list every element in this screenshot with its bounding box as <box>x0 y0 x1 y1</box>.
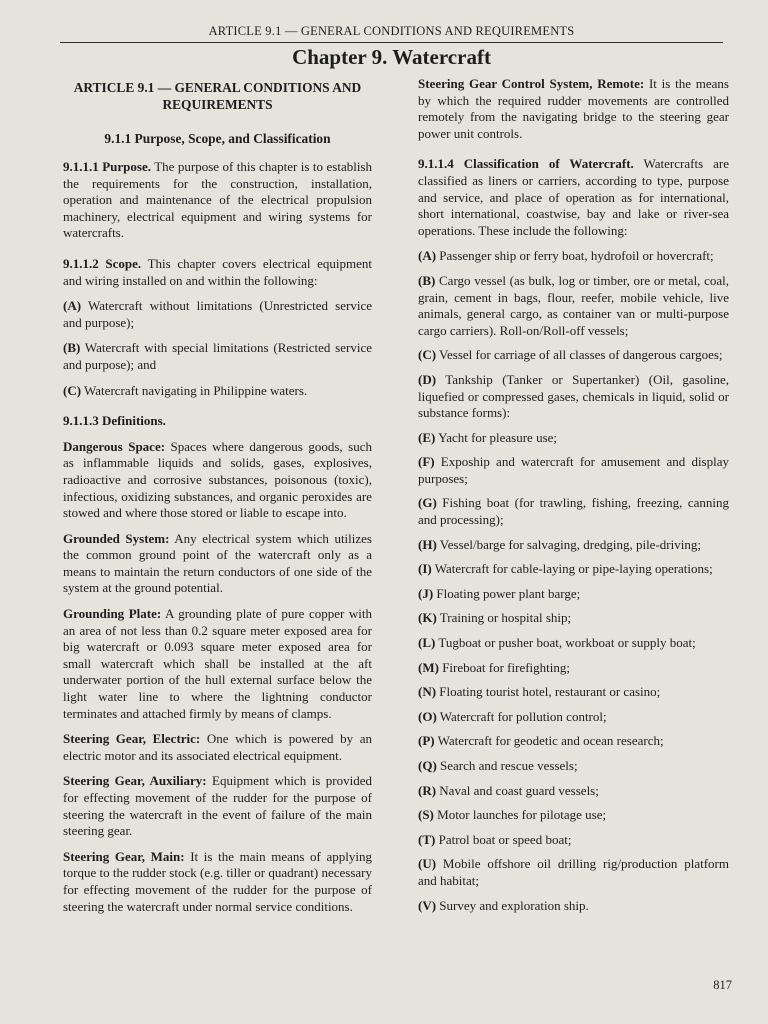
classification-item-text: Motor launches for pilotage use; <box>433 807 607 823</box>
classification-item-text: Survey and exploration ship. <box>436 897 589 913</box>
classification-item-letter: (P) <box>418 733 435 749</box>
definition-term: Grounded System: <box>63 530 170 546</box>
classification-paragraph <box>418 156 729 239</box>
definition-term: Steering Gear, Electric: <box>63 731 201 747</box>
classification-item <box>418 807 729 824</box>
classification-item-letter: (Q) <box>418 758 437 773</box>
scope-paragraph <box>63 256 372 289</box>
classification-item-letter: (H) <box>418 536 437 552</box>
classification-item-letter: (R) <box>418 782 437 798</box>
classification-item-text: Cargo vessel (as bulk, log or timber, ore or metal, coal, grain, cement in bags, flour, reefer, mobile vehicle, live animals, general cargo, as container van or multi-purpose cargo carriers). Roll-on/Roll-off vessels; <box>418 272 729 338</box>
definition-term: Steering Gear Control System, Remote: <box>418 76 645 91</box>
classification-item-letter: (M) <box>418 659 439 675</box>
classification-item <box>418 684 729 701</box>
classification-item-text: Tugboat or pusher boat, workboat or supply boat; <box>435 635 696 651</box>
classification-item-text: Patrol boat or speed boat; <box>435 831 572 847</box>
classification-item <box>418 561 729 578</box>
classification-item-text: Watercraft for cable-laying or pipe-laying operations; <box>431 561 713 577</box>
definition-text: A grounding plate of pure copper with an area of not less than 0.2 square meter exposed area for big watercraft or 0.093 square meter exposed area for small watercraft which shall be installed at the aft underwater portion of the hull external surface below the light water line to where the lightning conductor terminates and attached firmly by means of clamps. <box>63 606 372 721</box>
classification-item <box>418 537 729 554</box>
purpose-text: The purpose of this chapter is to establish the requirements for the construction, installation, operation and maintenance of the electrical propulsion machinery, electrical equipment and wiring systems for watercrafts. <box>63 159 372 241</box>
classification-text: Watercrafts are classified as liners or carriers, according to type, purpose and service, and place of operation as for international, short international, coastwise, bay and lake or river-sea operations. These include the following: <box>418 156 729 238</box>
classification-item-letter: (C) <box>418 347 437 363</box>
classification-item-text: Yacht for pleasure use; <box>435 429 558 445</box>
classification-item-text: Fireboat for firefighting; <box>438 659 570 675</box>
classification-item <box>418 454 729 487</box>
classification-item <box>418 733 729 750</box>
definition-text: One which is powered by an electric motor and its associated electrical equipment. <box>63 731 372 763</box>
classification-item <box>418 495 729 528</box>
scope-item-text: Watercraft navigating in Philippine waters. <box>81 382 308 398</box>
classification-item-letter: (V) <box>418 897 437 913</box>
classification-item <box>418 898 729 915</box>
scope-item-text: Watercraft with special limitations (Restricted service and purpose); and <box>63 340 372 372</box>
classification-item <box>418 832 729 849</box>
left-column <box>63 76 372 924</box>
classification-item-letter: (F) <box>418 454 435 470</box>
classification-heading: 9.1.1.4 Classification of Watercraft. <box>418 156 634 172</box>
running-head: ARTICLE 9.1 — GENERAL CONDITIONS AND REQUIREMENTS <box>208 24 575 38</box>
classification-item-text: Mobile offshore oil drilling rig/production platform and habitat; <box>418 856 729 888</box>
classification-item-letter: (K) <box>418 610 437 626</box>
classification-item-letter: (D) <box>418 371 437 387</box>
classification-item-letter: (A) <box>418 248 437 264</box>
classification-item-text: Passenger ship or ferry boat, hydrofoil or hovercraft; <box>436 248 714 264</box>
definition-text: It is the means by which the required rudder movements are controlled remotely from the navigating bridge to the steering gear power unit controls. <box>418 76 729 141</box>
scope-item-letter: (A) <box>63 298 82 314</box>
classification-item-text: Naval and coast guard vessels; <box>436 782 599 798</box>
scope-item <box>63 298 372 331</box>
classification-item <box>418 635 729 652</box>
definition-term: Dangerous Space: <box>63 438 166 454</box>
classification-item-text: Expoship and watercraft for amusement and display purposes; <box>418 454 729 486</box>
classification-item <box>418 430 729 447</box>
classification-item <box>418 586 729 603</box>
classification-item <box>418 783 729 800</box>
definition-term: Steering Gear, Main: <box>63 848 185 864</box>
classification-item <box>418 709 729 726</box>
classification-item-text: Fishing boat (for trawling, fishing, freezing, canning and processing); <box>418 495 729 528</box>
classification-item-letter: (J) <box>418 585 434 601</box>
classification-item-letter: (T) <box>418 831 436 847</box>
classification-item-letter: (U) <box>418 856 437 872</box>
scope-heading: 9.1.1.2 Scope. <box>63 255 142 271</box>
classification-item <box>418 347 729 364</box>
classification-item <box>418 273 729 339</box>
article-heading: ARTICLE 9.1 — GENERAL CONDITIONS AND REQUIREMENTS <box>73 80 362 112</box>
definitions-heading: 9.1.1.3 Definitions. <box>63 413 166 429</box>
definition-term: Grounding Plate: <box>63 606 162 622</box>
scope-text: This chapter covers electrical equipment and wiring installed on and within the following: <box>63 255 372 288</box>
classification-item-text: Vessel for carriage of all classes of dangerous cargoes; <box>436 347 723 363</box>
classification-item-letter: (N) <box>418 684 437 700</box>
definition-term: Steering Gear, Auxiliary: <box>63 773 207 789</box>
classification-item-text: Vessel/barge for salvaging, dredging, pile-driving; <box>436 536 701 552</box>
chapter-title: Chapter 9. Watercraft <box>292 45 491 69</box>
definition-grounding-plate <box>63 606 372 722</box>
definition-steering-gear-main <box>63 849 372 915</box>
classification-item <box>418 372 729 422</box>
definition-text: It is the main means of applying torque to the rudder stock (e.g. tiller or quadrant) necessary for effecting movement of the rudder for the purpose of steering the watercraft under normal service conditions. <box>63 848 372 914</box>
scope-item-text: Watercraft without limitations (Unrestricted service and purpose); <box>63 298 372 330</box>
definition-text: Equipment which is provided for effecting movement of the rudder for the purpose of steering the watercraft in the event of failure of the main steering gear. <box>63 773 372 839</box>
definition-text: Any electrical system which utilizes the common ground point of the watercraft only as a means to maintain the return conductors of one side of the system at the ground potential. <box>63 530 372 596</box>
definition-text: Spaces where dangerous goods, such as inflammable liquids and solids, gases, explosives, radioactive and corrosive substances, poisonous (toxic), infectious, oxidizing substances, and organic peroxides are stowed and where those stored or liable to escape into. <box>63 438 372 521</box>
classification-item-letter: (O) <box>418 708 437 724</box>
classification-item-text: Search and rescue vessels; <box>436 758 578 773</box>
section-heading: 9.1.1 Purpose, Scope, and Classification <box>104 131 331 146</box>
right-column <box>418 76 729 922</box>
classification-item-text: Floating power plant barge; <box>433 585 581 601</box>
definition-steering-gear-auxiliary <box>63 773 372 839</box>
classification-item-letter: (B) <box>418 272 436 288</box>
page-number: 817 <box>713 978 732 992</box>
classification-item-text: Watercraft for geodetic and ocean research; <box>434 733 664 749</box>
header-rule <box>60 42 723 43</box>
definition-grounded-system <box>63 531 372 597</box>
classification-item-letter: (S) <box>418 807 434 823</box>
classification-item-text: Floating tourist hotel, restaurant or casino; <box>436 684 661 700</box>
classification-item <box>418 248 729 265</box>
classification-item-text: Tankship (Tanker or Supertanker) (Oil, gasoline, liquefied or compressed gases, chemicals in liquid, solid or substance forms): <box>418 371 729 421</box>
purpose-heading: 9.1.1.1 Purpose. <box>63 159 151 174</box>
classification-item-text: Watercraft for pollution control; <box>436 708 607 724</box>
classification-item-letter: (I) <box>418 561 432 577</box>
scope-item <box>63 340 372 373</box>
definition-steering-remote <box>418 76 729 142</box>
definition-dangerous-space <box>63 439 372 522</box>
classification-item <box>418 856 729 889</box>
classification-item-letter: (L) <box>418 635 436 651</box>
scope-item-letter: (B) <box>63 340 81 356</box>
scope-item-letter: (C) <box>63 382 82 398</box>
classification-item-text: Training or hospital ship; <box>436 610 572 626</box>
purpose-paragraph <box>63 159 372 242</box>
scope-item <box>63 383 372 400</box>
classification-item-letter: (E) <box>418 429 436 445</box>
definition-steering-gear-electric <box>63 731 372 764</box>
classification-item <box>418 660 729 677</box>
classification-item <box>418 758 729 775</box>
classification-item <box>418 610 729 627</box>
classification-list <box>418 248 729 914</box>
classification-item-letter: (G) <box>418 495 437 511</box>
